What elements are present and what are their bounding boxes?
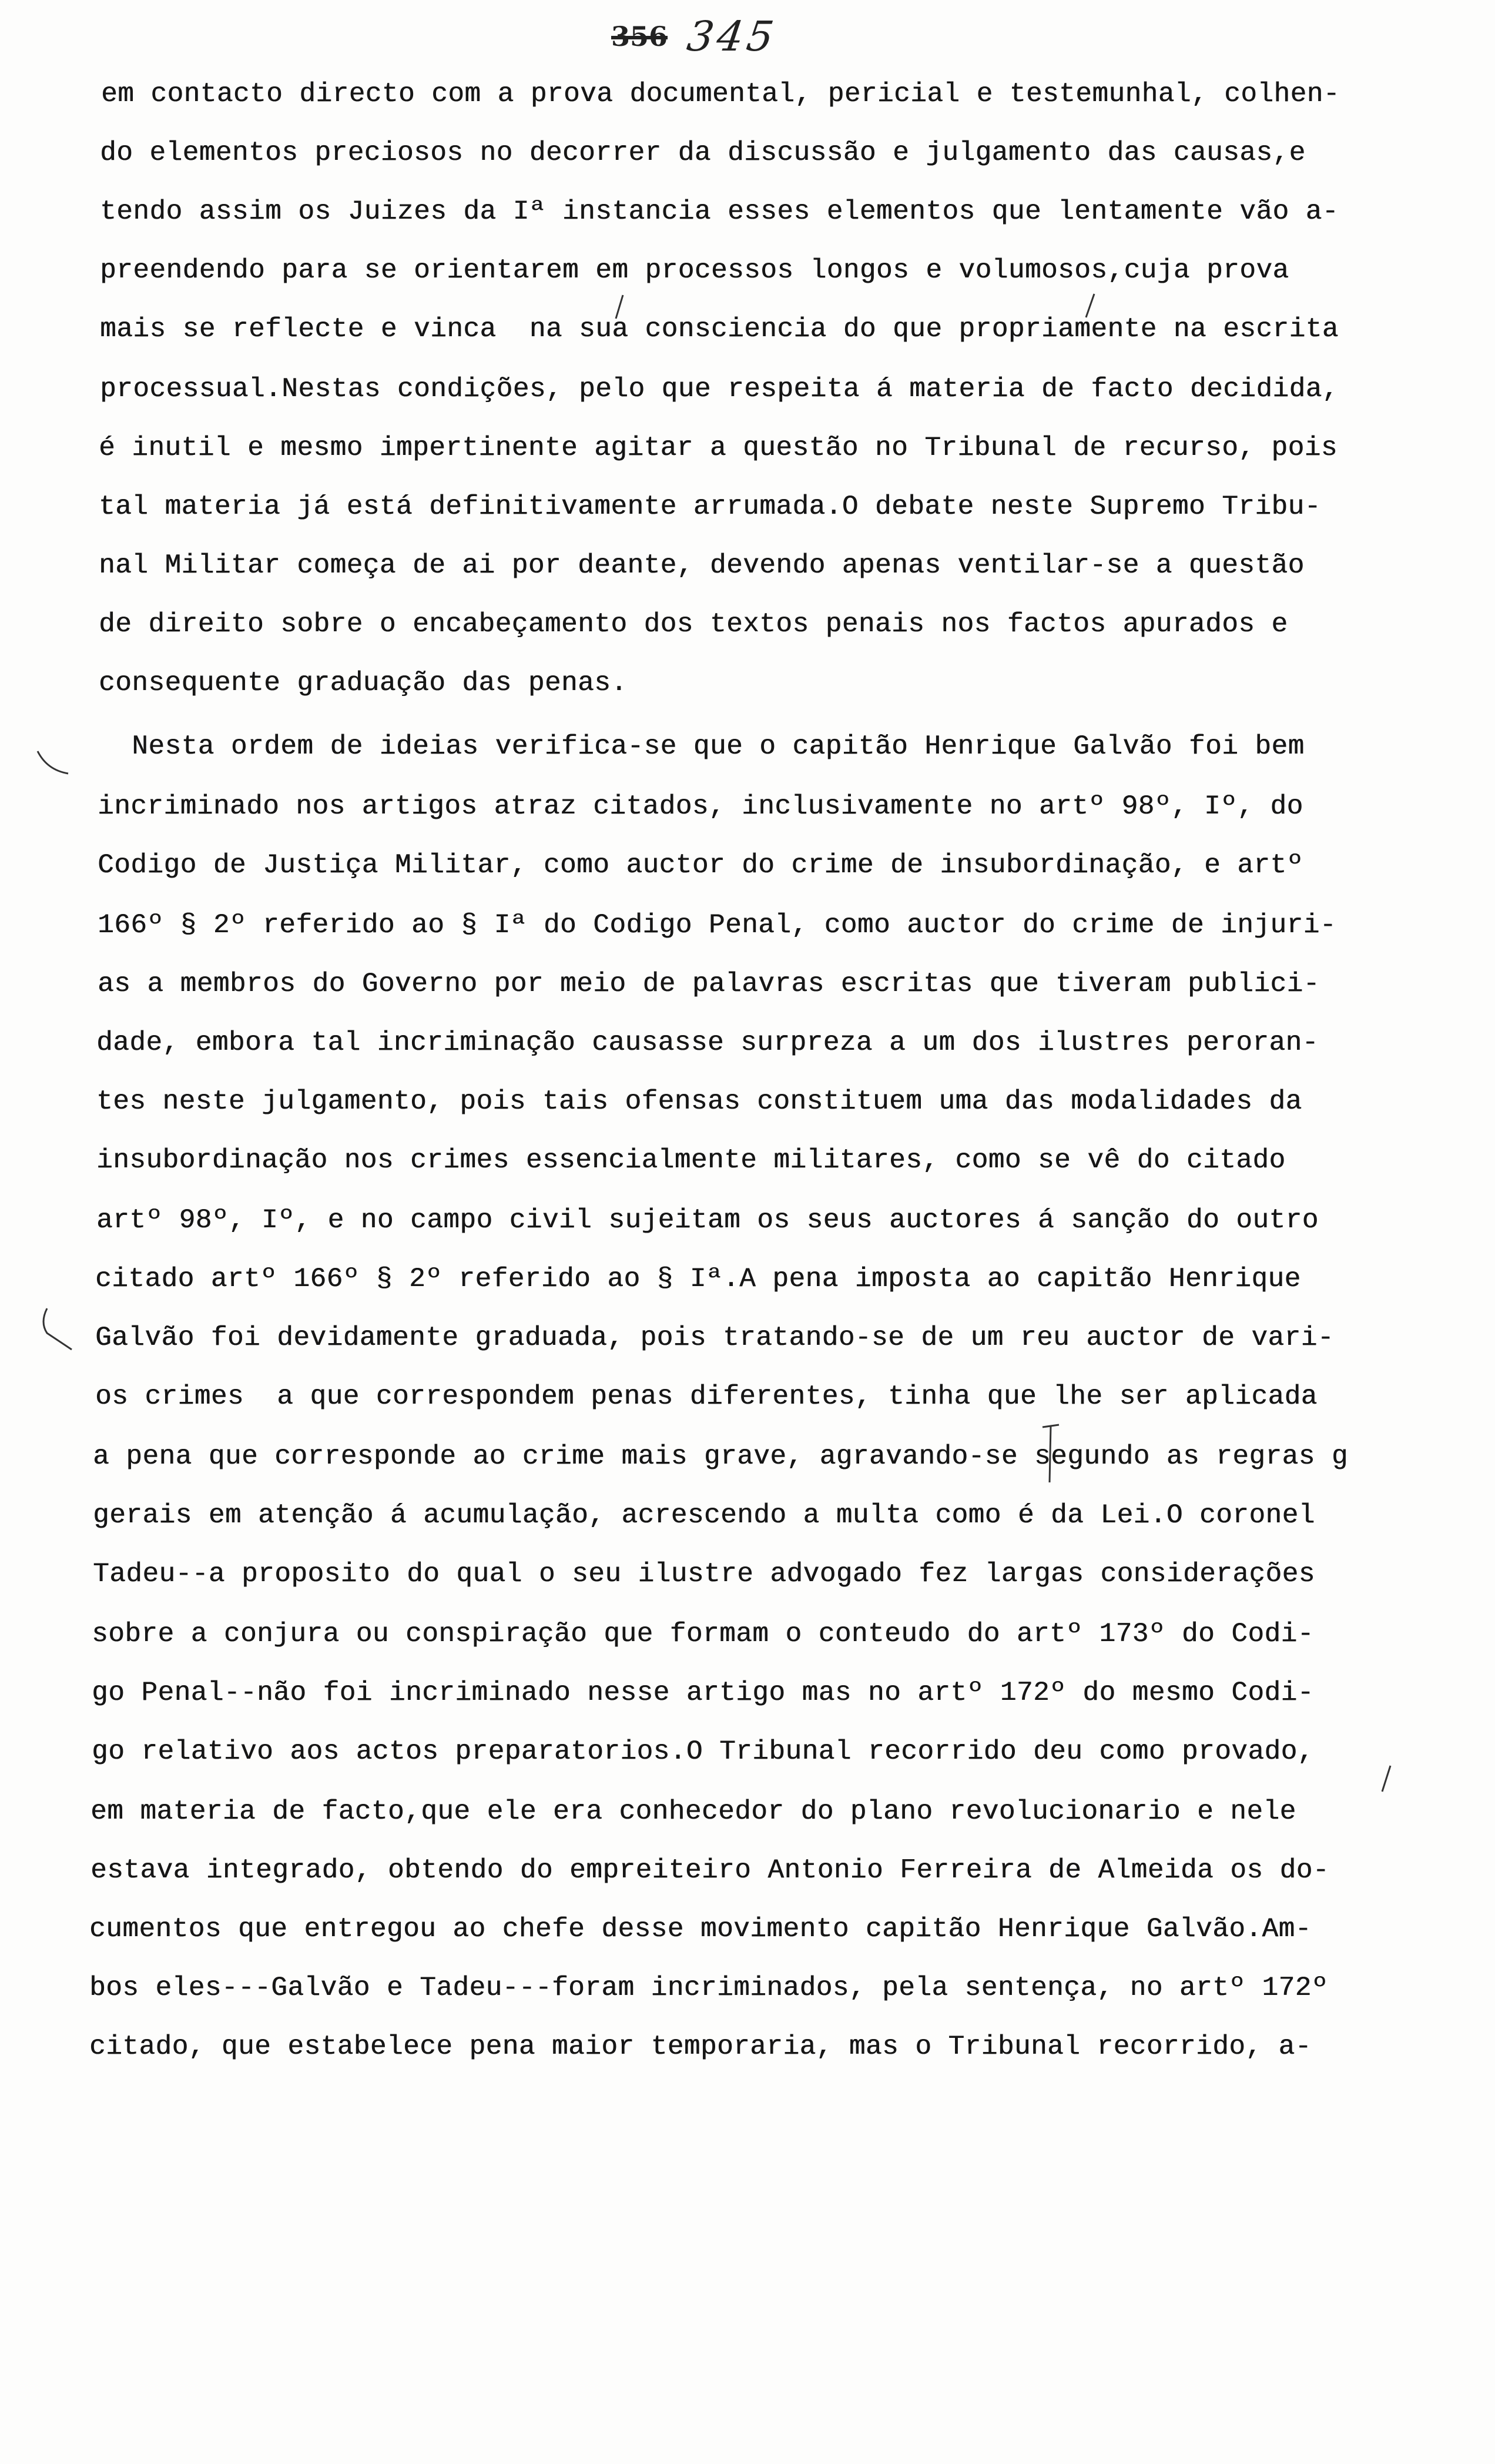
new-page-number: 345 [684, 12, 780, 61]
text-line: artº 98º, Iº, e no campo civil sujeitam os seus auctores á sanção do outro [96, 1205, 1319, 1236]
text-line: a pena que corresponde ao crime mais grave, agravando-se segundo as regras g [93, 1441, 1348, 1472]
text-line: citado artº 166º § 2º referido ao § Iª.A pena imposta ao capitão Henrique [95, 1264, 1301, 1294]
text-line: em contacto directo com a prova documental, pericial e testemunhal, colhen- [101, 79, 1340, 109]
text-line: do elementos preciosos no decorrer da discussão e julgamento das causas,e [100, 138, 1306, 168]
text-line: em materia de facto,que ele era conhecedor do plano revolucionario e nele [90, 1796, 1296, 1827]
text-line: cumentos que entregou ao chefe desse movimento capitão Henrique Galvão.Am- [89, 1914, 1312, 1944]
insertion-mark [1377, 1763, 1395, 1795]
insertion-mark [611, 293, 629, 322]
text-line: Galvão foi devidamente graduada, pois tratando-se de um reu auctor de vari- [95, 1323, 1334, 1353]
text-line: tes neste julgamento, pois tais ofensas constituem uma das modalidades da [96, 1086, 1302, 1117]
old-page-number: 356 [611, 21, 668, 52]
text-line: go relativo aos actos preparatorios.O Tribunal recorrido deu como provado, [92, 1736, 1314, 1767]
text-line: as a membros do Governo por meio de palavras escritas que tiveram publici- [98, 969, 1320, 999]
text-line: preendendo para se orientarem em processos longos e volumosos,cuja prova [100, 255, 1289, 286]
text-line: dade, embora tal incriminação causasse surpreza a um dos ilustres peroran- [96, 1027, 1319, 1058]
text-line: gerais em atenção á acumulação, acrescendo a multa como é da Lei.O coronel [93, 1500, 1315, 1531]
margin-mark [35, 1305, 76, 1358]
text-line: sobre a conjura ou conspiração que formam o conteudo do artº 173º do Codi- [92, 1619, 1314, 1649]
text-line: citado, que estabelece pena maior temporaria, mas o Tribunal recorrido, a- [89, 2031, 1312, 2062]
text-line: bos eles---Galvão e Tadeu---foram incriminados, pela sentença, no artº 172º [89, 1973, 1328, 2003]
text-line: insubordinação nos crimes essencialmente militares, como se vê do citado [96, 1145, 1286, 1176]
text-line: Tadeu--a proposito do qual o seu ilustre advogado fez largas considerações [93, 1559, 1315, 1589]
text-line: estava integrado, obtendo do empreiteiro Antonio Ferreira de Almeida os do- [90, 1855, 1329, 1886]
text-line: é inutil e mesmo impertinente agitar a questão no Tribunal de recurso, pois [99, 433, 1338, 463]
page-number [611, 12, 780, 61]
insertion-mark [1039, 1421, 1062, 1486]
text-line: go Penal--não foi incriminado nesse artigo mas no artº 172º do mesmo Codi- [92, 1678, 1314, 1708]
text-line: de direito sobre o encabeçamento dos textos penais nos factos apurados e [99, 609, 1288, 640]
text-line: incriminado nos artigos atraz citados, inclusivamente no artº 98º, Iº, do [98, 791, 1303, 822]
text-line: processual.Nestas condições, pelo que respeita á materia de facto decidida, [100, 374, 1339, 404]
text-line: tal materia já está definitivamente arrumada.O debate neste Supremo Tribu- [99, 491, 1321, 522]
insertion-mark [1081, 292, 1099, 321]
text-line: 166º § 2º referido ao § Iª do Codigo Penal, como auctor do crime de injuri- [98, 910, 1336, 940]
text-line: nal Militar começa de ai por deante, devendo apenas ventilar-se a questão [99, 550, 1305, 581]
margin-mark [35, 746, 71, 782]
text-line: consequente graduação das penas. [99, 668, 628, 698]
text-line: mais se reflecte e vinca na sua consciencia do que propriamente na escrita [100, 314, 1339, 344]
text-line: tendo assim os Juizes da Iª instancia esses elementos que lentamente vão a- [100, 196, 1339, 227]
text-line: Nesta ordem de ideias verifica-se que o capitão Henrique Galvão foi bem [99, 731, 1305, 762]
text-line: os crimes a que correspondem penas diferentes, tinha que lhe ser aplicada [95, 1381, 1318, 1412]
text-line: Codigo de Justiça Militar, como auctor do crime de insubordinação, e artº [98, 850, 1303, 881]
